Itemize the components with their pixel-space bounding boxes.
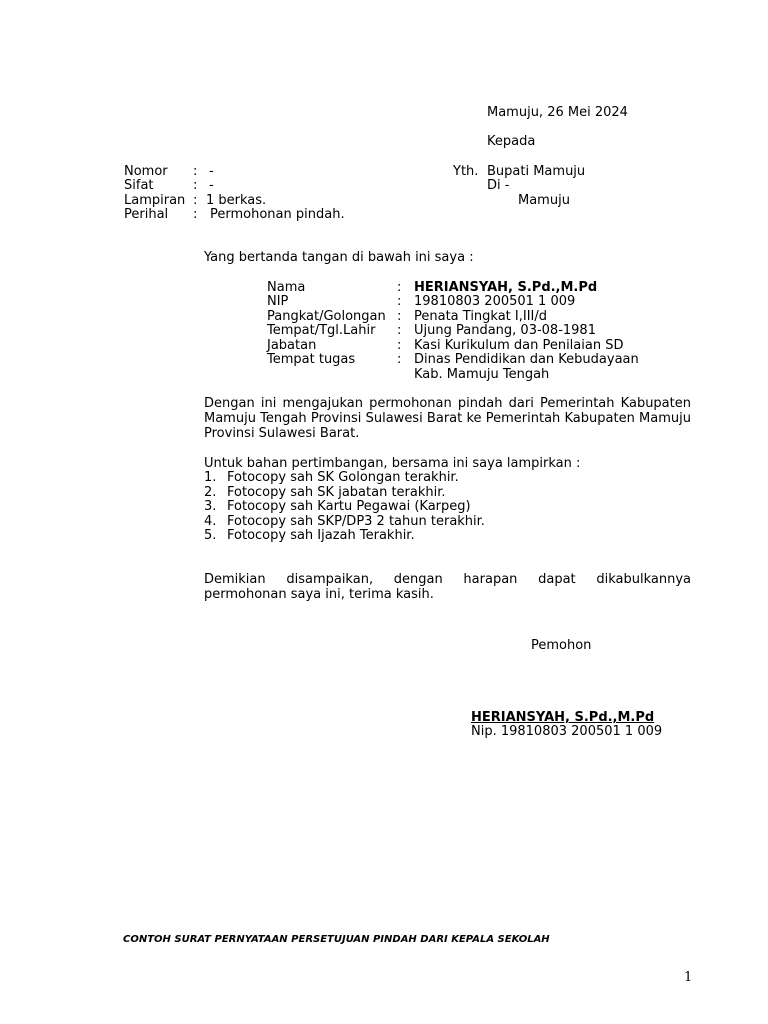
signature-name: HERIANSYAH, S.Pd.,M.Pd — [471, 710, 655, 725]
attachment-text: Fotocopy sah SK Golongan terakhir. — [227, 470, 459, 485]
closing-paragraph: Demikian disampaikan, dengan harapan dapat dikabulkannya permohonan saya ini, terima kasih. — [204, 572, 691, 602]
nip-label: NIP — [267, 294, 289, 309]
attachment-number: 2. — [204, 485, 217, 500]
ttl-colon: : — [397, 323, 402, 338]
attachment-number: 5. — [204, 528, 217, 543]
attachment-text: Fotocopy sah Ijazah Terakhir. — [227, 528, 415, 543]
signature-nip: Nip. 19810803 200501 1 009 — [471, 724, 663, 739]
body-paragraph: Dengan ini mengajukan permohonan pindah dari Pemerintah Kabupaten Mamuju Tengah Provinsi Sulawesi Barat ke Pemerintah Kabupaten Mamuju Provinsi Sulawesi Barat. — [204, 396, 691, 441]
pangkat-colon: : — [397, 309, 402, 324]
nomor-colon: : — [193, 164, 198, 179]
attachment-text: Fotocopy sah SKP/DP3 2 tahun terakhir. — [227, 514, 485, 529]
tempat-tugas-value-line2: Kab. Mamuju Tengah — [414, 367, 550, 382]
attachment-number: 3. — [204, 499, 217, 514]
tempat-tugas-label: Tempat tugas — [267, 352, 356, 367]
perihal-colon: : — [193, 207, 198, 222]
yth-label: Yth. — [453, 164, 479, 179]
signature-role: Pemohon — [531, 638, 592, 653]
attachment-text: Fotocopy sah SK jabatan terakhir. — [227, 485, 446, 500]
page-number: 1 — [684, 970, 693, 985]
nama-value: HERIANSYAH, S.Pd.,M.Pd — [414, 280, 598, 295]
nip-value: 19810803 200501 1 009 — [414, 294, 576, 309]
nomor-value: - — [209, 164, 214, 179]
tempat-tugas-value: Dinas Pendidikan dan Kebudayaan — [414, 352, 639, 367]
attachments-intro: Untuk bahan pertimbangan, bersama ini saya lampirkan : — [204, 456, 581, 471]
tempat-tugas-colon: : — [397, 352, 402, 367]
jabatan-colon: : — [397, 338, 402, 353]
nama-colon: : — [397, 280, 402, 295]
lampiran-colon: : — [193, 193, 198, 208]
lampiran-label: Lampiran — [124, 193, 186, 208]
sifat-label: Sifat — [124, 178, 154, 193]
attachment-number: 4. — [204, 514, 217, 529]
jabatan-label: Jabatan — [267, 338, 317, 353]
recipient-name: Bupati Mamuju — [487, 164, 586, 179]
footer-note: CONTOH SURAT PERNYATAAN PERSETUJUAN PINDAH DARI KEPALA SEKOLAH — [123, 934, 550, 945]
kepada-label: Kepada — [487, 134, 536, 149]
jabatan-value: Kasi Kurikulum dan Penilaian SD — [414, 338, 624, 353]
pangkat-label: Pangkat/Golongan — [267, 309, 386, 324]
perihal-label: Perihal — [124, 207, 169, 222]
attachment-number: 1. — [204, 470, 217, 485]
recipient-city: Mamuju — [518, 193, 570, 208]
sifat-colon: : — [193, 178, 198, 193]
nomor-label: Nomor — [124, 164, 168, 179]
recipient-di: Di - — [487, 178, 510, 193]
nip-colon: : — [397, 294, 402, 309]
perihal-value: Permohonan pindah. — [210, 207, 345, 222]
intro-text: Yang bertanda tangan di bawah ini saya : — [204, 250, 474, 265]
place-date: Mamuju, 26 Mei 2024 — [487, 105, 628, 120]
nama-label: Nama — [267, 280, 306, 295]
attachment-text: Fotocopy sah Kartu Pegawai (Karpeg) — [227, 499, 471, 514]
ttl-label: Tempat/Tgl.Lahir — [267, 323, 376, 338]
sifat-value: - — [209, 178, 214, 193]
lampiran-value: 1 berkas. — [206, 193, 267, 208]
pangkat-value: Penata Tingkat I,III/d — [414, 309, 548, 324]
ttl-value: Ujung Pandang, 03-08-1981 — [414, 323, 596, 338]
